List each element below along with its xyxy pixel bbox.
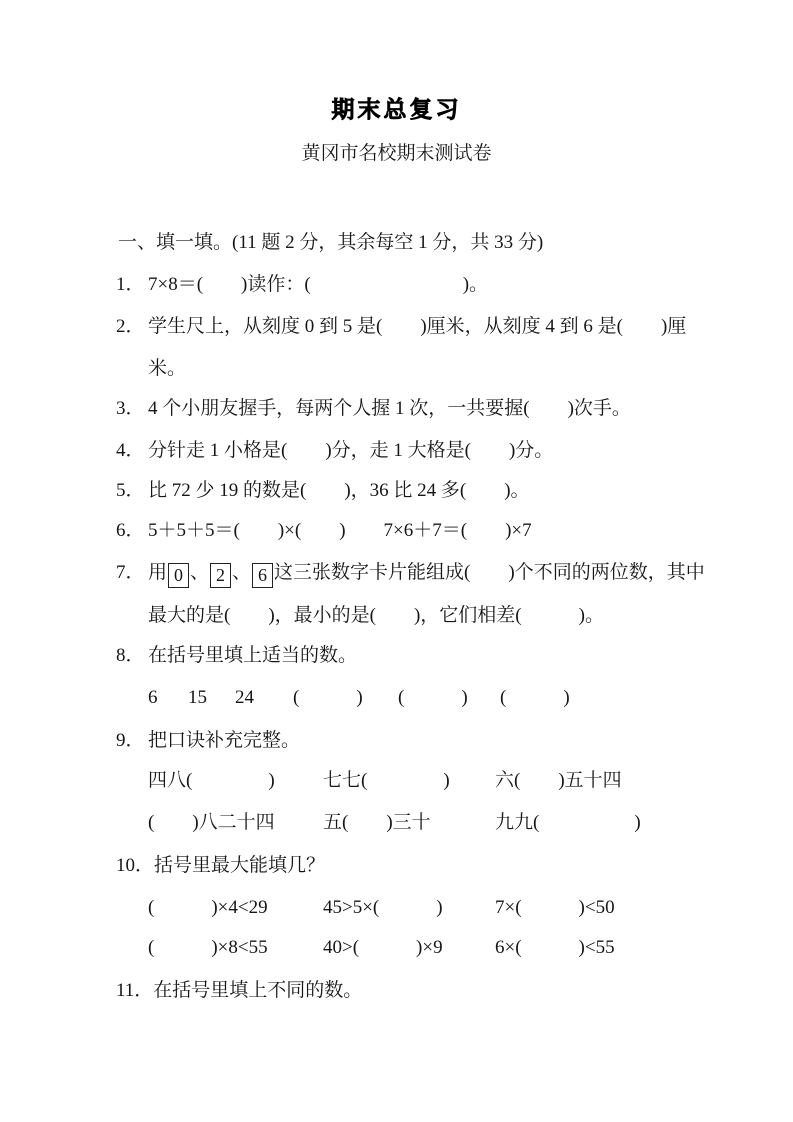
question-8-text: 在括号里填上适当的数。	[148, 645, 358, 666]
question-5	[116, 477, 530, 505]
question-9-text: 把口诀补充完整。	[148, 730, 301, 751]
sequence-blank: ( )	[398, 687, 468, 708]
mnemonic-row-2	[148, 809, 708, 837]
question-8	[116, 642, 357, 670]
question-8-sequence-row	[148, 684, 708, 712]
question-7	[116, 559, 705, 588]
sequence-value: 6	[148, 687, 158, 708]
question-10-number: 10．	[116, 855, 155, 876]
page-title: 期末总复习	[331, 97, 462, 123]
mnemonic-item: ( )八二十四	[148, 812, 275, 833]
mnemonic-item: 五( )三十	[323, 812, 431, 833]
section-heading: 一、填一填。(11 题 2 分，其余每空 1 分，共 33 分)	[118, 232, 544, 253]
mnemonic-item: 七七( )	[323, 770, 450, 791]
inequality-item: 6×( )<55	[495, 937, 615, 958]
inequality-item: ( )×8<55	[148, 937, 268, 958]
question-11	[116, 977, 362, 1005]
question-10-text: 括号里最大能填几？	[154, 855, 326, 876]
digit-card-6: 6	[252, 563, 273, 588]
question-1-text: 7×8＝( )读作：( )。	[148, 274, 489, 295]
question-7-text	[148, 559, 705, 588]
question-8-number: 8．	[116, 645, 145, 666]
question-11-number: 11．	[116, 980, 154, 1001]
question-4-number: 4．	[116, 440, 145, 461]
inequality-item: ( )×4<29	[148, 897, 268, 918]
question-2-number: 2．	[116, 316, 145, 337]
question-9	[116, 727, 300, 755]
question-3-number: 3．	[116, 398, 145, 419]
mnemonic-item: 四八( )	[148, 770, 275, 791]
inequality-item: 45>5×( )	[323, 897, 443, 918]
inequality-item: 7×( )<50	[495, 897, 615, 918]
question-4	[116, 437, 553, 465]
sequence-blank: ( )	[500, 687, 570, 708]
digit-card-0: 0	[168, 563, 189, 588]
question-1	[116, 271, 488, 299]
page-subtitle: 黄冈市名校期末测试卷	[301, 143, 492, 164]
question-2	[116, 313, 686, 341]
question-7-prefix: 用	[148, 562, 168, 583]
question-7-suffix: 这三张数字卡片能组成( )个不同的两位数，其中	[274, 562, 705, 583]
question-2-continuation: 米。	[148, 358, 187, 379]
inequality-row-2	[148, 934, 708, 962]
question-10	[116, 852, 325, 880]
inequality-row-1	[148, 894, 708, 922]
question-5-number: 5．	[116, 480, 145, 501]
mnemonic-row-1	[148, 767, 708, 795]
sequence-blank: ( )	[293, 687, 363, 708]
question-3-text: 4 个小朋友握手，每两个人握 1 次，一共要握( )次手。	[148, 398, 631, 419]
question-6-text: 5＋5＋5＝( )×( ) 7×6＋7＝( )×7	[148, 520, 532, 541]
question-9-number: 9．	[116, 730, 145, 751]
mnemonic-item: 九九( )	[495, 812, 641, 833]
mnemonic-item: 六( )五十四	[495, 770, 622, 791]
digit-card-2: 2	[210, 563, 231, 588]
question-2-text: 学生尺上，从刻度 0 到 5 是( )厘米，从刻度 4 到 6 是( )厘	[148, 316, 687, 337]
sequence-value: 24	[235, 687, 254, 708]
card-separator: 、	[232, 562, 252, 583]
sequence-value: 15	[188, 687, 207, 708]
question-11-text: 在括号里填上不同的数。	[153, 980, 363, 1001]
question-6	[116, 517, 532, 545]
question-4-text: 分针走 1 小格是( )分，走 1 大格是( )分。	[148, 440, 554, 461]
question-6-number: 6．	[116, 520, 145, 541]
question-7-number: 7．	[116, 562, 145, 583]
card-separator: 、	[190, 562, 210, 583]
inequality-item: 40>( )×9	[323, 937, 443, 958]
question-5-text: 比 72 少 19 的数是( )，36 比 24 多( )。	[148, 480, 530, 501]
question-3	[116, 395, 631, 423]
question-1-number: 1．	[116, 274, 145, 295]
question-7-continuation: 最大的是( )，最小的是( )，它们相差( )。	[148, 605, 604, 626]
